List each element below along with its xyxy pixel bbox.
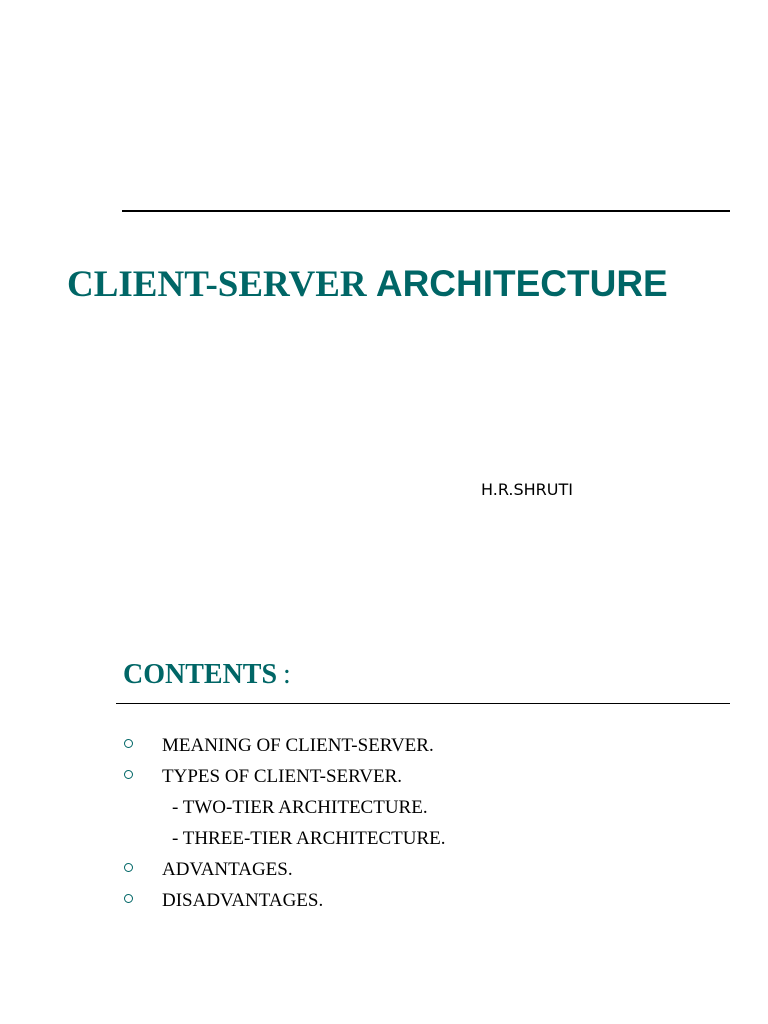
list-item (0, 888, 768, 919)
list-item-text: TYPES OF CLIENT-SERVER. (162, 766, 403, 787)
circle-bullet-icon (124, 863, 133, 872)
title-part-client-server: CLIENT-SERVER (67, 264, 367, 305)
title-part-architecture: ARCHITECTURE (375, 263, 668, 304)
circle-bullet-icon (124, 894, 133, 903)
contents-heading (123, 658, 291, 692)
list-subitem (0, 826, 768, 857)
list-subitem-text: - TWO-TIER ARCHITECTURE. (172, 797, 428, 818)
contents-list (0, 733, 768, 919)
contents-divider (116, 703, 730, 704)
list-subitem-text: - THREE-TIER ARCHITECTURE. (172, 828, 446, 849)
circle-bullet-icon (124, 739, 133, 748)
contents-heading-colon: : (283, 659, 291, 690)
page-title (67, 262, 668, 307)
list-item-text: MEANING OF CLIENT-SERVER. (162, 735, 434, 756)
circle-bullet-icon (124, 770, 133, 779)
author-name: H.R.SHRUTI (481, 480, 573, 499)
list-item (0, 764, 768, 795)
list-item (0, 733, 768, 764)
list-subitem (0, 795, 768, 826)
list-item (0, 857, 768, 888)
list-item-text: DISADVANTAGES. (162, 890, 324, 911)
contents-heading-label: CONTENTS (123, 659, 278, 690)
list-item-text: ADVANTAGES. (162, 859, 293, 880)
title-top-divider (122, 210, 730, 212)
